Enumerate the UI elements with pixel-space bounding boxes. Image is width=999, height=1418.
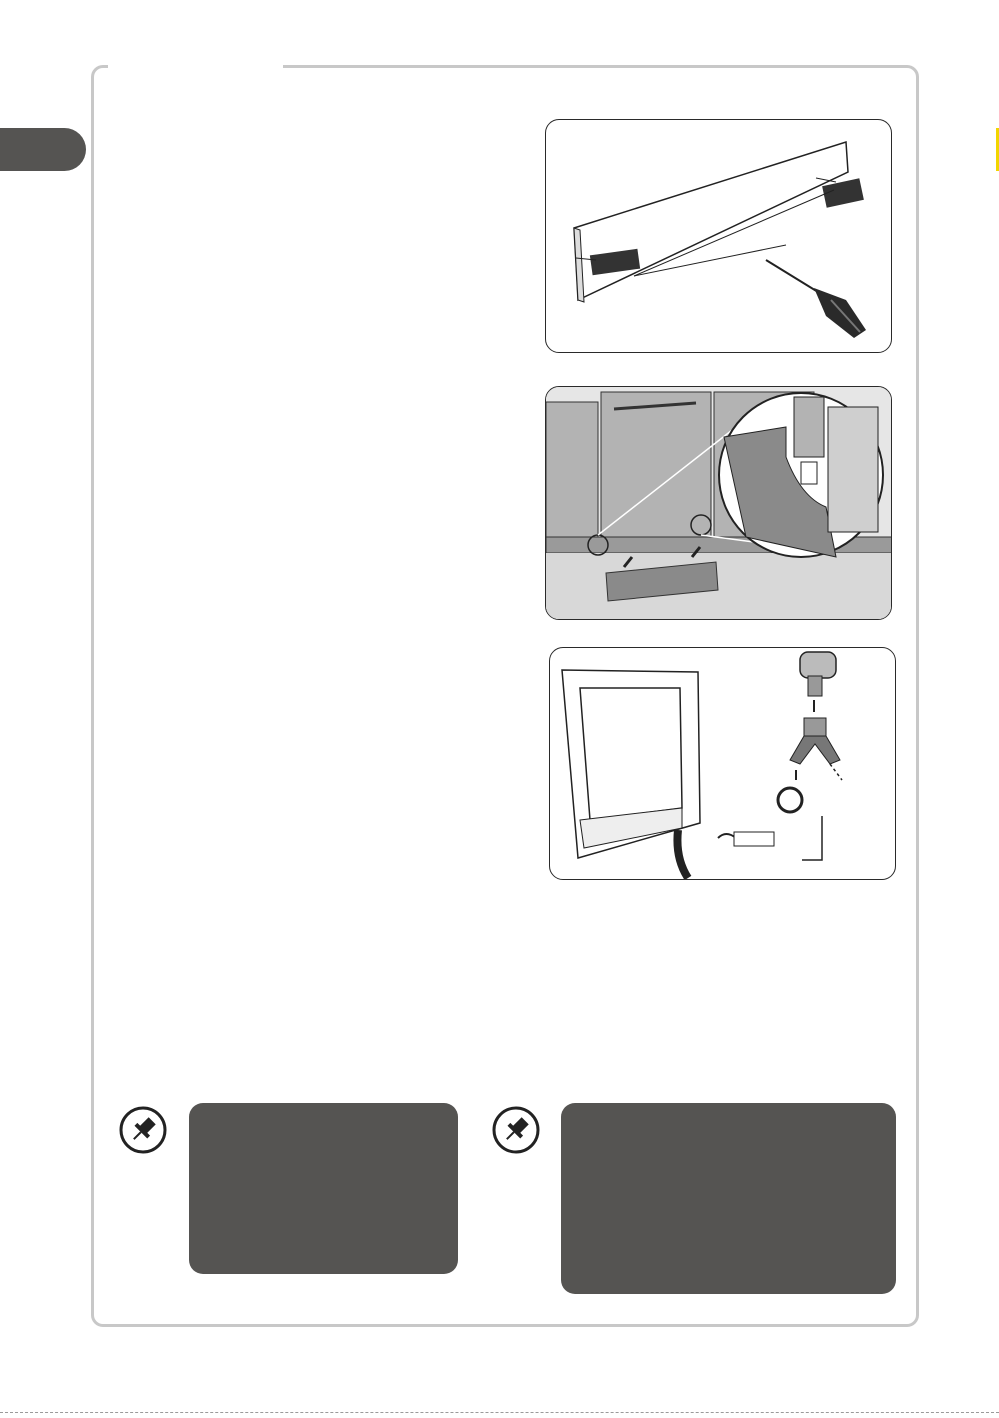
hose-connection-illustration — [550, 648, 896, 880]
section-header-gap — [108, 60, 283, 72]
pushpin-icon — [118, 1105, 168, 1155]
magnifier-callout-icon — [719, 393, 883, 557]
door-panel-illustration — [546, 120, 892, 353]
y-splitter-icon — [790, 718, 840, 764]
screwdriver-icon — [814, 288, 866, 338]
kickplate-installation-figure — [545, 386, 892, 620]
kickplate-illustration — [546, 387, 892, 620]
language-tab — [0, 128, 86, 171]
note-box — [561, 1103, 896, 1294]
door-panel-screw-mounting-figure — [545, 119, 892, 353]
page-cut-line — [0, 1412, 999, 1413]
hose-coil — [734, 832, 774, 846]
water-hose-connection-figure — [549, 647, 896, 880]
pushpin-icon — [491, 1105, 541, 1155]
tap-icon — [800, 652, 836, 696]
note-box — [189, 1103, 458, 1274]
right-bracket — [822, 178, 864, 207]
